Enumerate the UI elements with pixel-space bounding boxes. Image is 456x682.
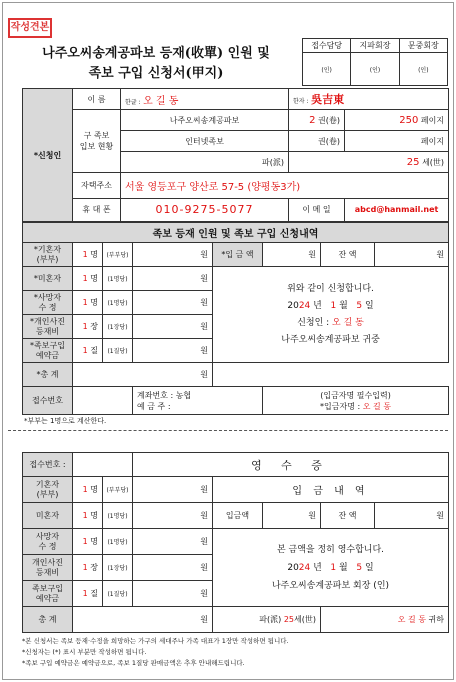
r-balance-won: 원	[375, 503, 449, 529]
item-label-married: *기혼자 (부부)	[23, 243, 73, 267]
photo-sub: (1장당)	[103, 315, 133, 339]
r-item-married: 기혼자 (부부)	[23, 477, 73, 503]
hangul-name: 오 길 동	[143, 95, 179, 107]
receipt-no-value[interactable]	[73, 387, 133, 415]
r-item-deceased: 사망자 수 정	[23, 529, 73, 555]
r-photo-sub: (1장당)	[103, 555, 133, 581]
own-row2-page-unit[interactable]: 페이지	[345, 131, 449, 152]
r-item-reservation: 족보구입 예약금	[23, 581, 73, 607]
note-2: *신청자는 (*) 표시 부분만 작성하면 됩니다.	[22, 648, 147, 656]
gen-no-cell[interactable]	[289, 152, 449, 173]
hanja-name: 吳吉東	[311, 93, 345, 107]
photo-count[interactable]: 1 장	[73, 315, 103, 339]
hangul-name-cell[interactable]	[121, 89, 289, 110]
r-single-won: 원	[133, 503, 213, 529]
deceased-sub: (1명당)	[103, 291, 133, 315]
deceased-won[interactable]: 원	[133, 291, 213, 315]
seal-3: (인)	[399, 53, 447, 86]
deceased-count[interactable]: 1 명	[73, 291, 103, 315]
r-deposit-won: 원	[263, 503, 321, 529]
single-count[interactable]: 1 명	[73, 267, 103, 291]
r-reservation-sub: (1질당)	[103, 581, 133, 607]
r-receipt-no-value[interactable]	[73, 453, 133, 477]
hanja-name-cell[interactable]	[289, 89, 449, 110]
hanja-label: 한자 :	[293, 98, 309, 106]
own-row1-page-unit: 페이지	[420, 115, 445, 125]
account-info: 계좌번호 : 농협 예 금 주 :	[133, 387, 263, 415]
r-single-sub: (1명당)	[103, 503, 133, 529]
list-title: 족보 등재 인원 및 족보 구입 신청내역	[23, 223, 449, 243]
applicant-side-label: *신청인	[23, 89, 73, 222]
single-sub: (1명당)	[103, 267, 133, 291]
address-label: 자택주소	[73, 173, 121, 198]
approval-head-1: 접수담당	[303, 39, 351, 53]
gen-unit: 세(世)	[422, 157, 445, 167]
approval-table	[302, 38, 448, 86]
footnote: *부부는 1명으로 계산한다.	[24, 417, 107, 425]
r-married-won: 원	[133, 477, 213, 503]
own-row1-page-cell[interactable]	[345, 110, 449, 131]
r-reservation-count: 1 질	[73, 581, 103, 607]
sample-stamp: 작성견본	[8, 18, 52, 38]
balance-label: 잔 액	[321, 243, 375, 267]
r-reservation-won: 원	[133, 581, 213, 607]
title-line-2: 족보 구입 신청서(甲지)	[88, 66, 224, 81]
form-title	[20, 44, 292, 84]
reservation-count[interactable]: 1 질	[73, 339, 103, 363]
gen-branch-cell[interactable]: 파(派)	[121, 152, 289, 173]
r-receipt-no: 접수번호 :	[23, 453, 73, 477]
receipt-title: 영 수 증	[133, 453, 449, 477]
hangul-label: 한글 :	[125, 98, 141, 106]
address-value[interactable]: 서울 영등포구 양산로 57-5 (양평동3가)	[121, 173, 449, 198]
name-label: 이 름	[73, 89, 121, 110]
r-deposit-head: 입 금 내 역	[213, 477, 449, 503]
seal-2: (인)	[351, 53, 399, 86]
gen-no: 25	[406, 156, 420, 168]
notes	[22, 636, 446, 669]
total-label: *총 계	[23, 363, 73, 387]
r-photo-count: 1 장	[73, 555, 103, 581]
email-label: 이 메 일	[289, 198, 345, 221]
married-count[interactable]: 1 명	[73, 243, 103, 267]
own-row1-name: 나주오씨송계공파보	[121, 110, 289, 131]
r-deceased-sub: (1명당)	[103, 529, 133, 555]
deposit-label: *입 금 액	[213, 243, 263, 267]
r-deposit-label: 입금액	[213, 503, 263, 529]
r-balance-label: 잔 액	[321, 503, 375, 529]
single-won[interactable]: 원	[133, 267, 213, 291]
phone-label: 휴 대 폰	[73, 198, 121, 221]
r-single-count: 1 명	[73, 503, 103, 529]
r-name-cell: 오 길 동 귀하	[321, 607, 449, 633]
own-row1-vol-unit: 권(卷)	[318, 115, 341, 125]
depositor-info: (입금자명 필수입력) *입금자명 : 오 길 동	[263, 387, 449, 415]
own-row2-vol-unit[interactable]: 권(卷)	[289, 131, 345, 152]
r-date: 2024 년 1 월 5 일	[287, 562, 374, 573]
r-item-photo: 개인사진 등재비	[23, 555, 73, 581]
own-row1-vol-cell[interactable]	[289, 110, 345, 131]
statement: 위와 같이 신청합니다.	[287, 283, 374, 294]
reservation-sub: (1질당)	[103, 339, 133, 363]
r-photo-won: 원	[133, 555, 213, 581]
deposit-won[interactable]: 원	[263, 243, 321, 267]
married-sub: (부부당)	[103, 243, 133, 267]
recipient: 나주오씨송계공파보 귀중	[281, 334, 380, 345]
receipt-table	[22, 452, 449, 633]
reservation-won[interactable]: 원	[133, 339, 213, 363]
total-won[interactable]: 원	[73, 363, 213, 387]
own-genealogy-label: 구 족보 입보 현황	[73, 110, 121, 173]
application-table	[22, 222, 449, 415]
note-3: *족보 구입 예약금은 예약금으로, 족보 1질당 판매금액은 추후 안내해드립니다.	[22, 659, 245, 667]
title-line-1: 나주오씨송계공파보 등재(收單) 인원 및	[42, 46, 270, 61]
r-statement: 본 금액을 정히 영수합니다.	[276, 544, 385, 555]
item-label-photo: *개인사진 등재비	[23, 315, 73, 339]
r-issuer: 나주오씨송계공파보 회장 (인)	[271, 580, 390, 591]
r-total-won: 원	[73, 607, 213, 633]
signer: 신청인 : 오 길 동	[297, 317, 364, 328]
date: 2024 년 1 월 5 일	[287, 300, 374, 311]
seal-1: (인)	[303, 53, 351, 86]
r-married-count: 1 명	[73, 477, 103, 503]
item-label-reservation: *족보구입 예약금	[23, 339, 73, 363]
photo-won[interactable]: 원	[133, 315, 213, 339]
r-deceased-won: 원	[133, 529, 213, 555]
r-total-label: 총 계	[23, 607, 73, 633]
r-item-single: 미혼자	[23, 503, 73, 529]
own-row2-name: 인터넷족보	[121, 131, 289, 152]
r-gen-cell: 파(派) 25세(世)	[213, 607, 321, 633]
item-label-deceased: *사망자 수 정	[23, 291, 73, 315]
item-label-single: *미혼자	[23, 267, 73, 291]
note-1: *본 신청서는 족보 등재·수정을 희망하는 가구의 세대주나 가족 대표가 1장만 작성하면 됩니다.	[22, 637, 289, 645]
applicant-table	[22, 88, 449, 222]
own-row1-vol: 2	[309, 114, 316, 126]
r-married-sub: (부부당)	[103, 477, 133, 503]
cut-line	[8, 430, 448, 431]
r-statement-box	[213, 529, 449, 607]
receipt-no-label: 접수번호	[23, 387, 73, 415]
blank-cell	[213, 363, 449, 387]
balance-won[interactable]: 원	[375, 243, 449, 267]
r-deceased-count: 1 명	[73, 529, 103, 555]
statement-box	[213, 267, 449, 363]
approval-head-3: 문중회장	[399, 39, 447, 53]
email-value[interactable]: abcd@hanmail.net	[345, 198, 449, 221]
own-row1-page: 250	[399, 114, 419, 126]
married-won[interactable]: 원	[133, 243, 213, 267]
phone-value[interactable]: 010-9275-5077	[121, 198, 289, 221]
approval-head-2: 지파회장	[351, 39, 399, 53]
